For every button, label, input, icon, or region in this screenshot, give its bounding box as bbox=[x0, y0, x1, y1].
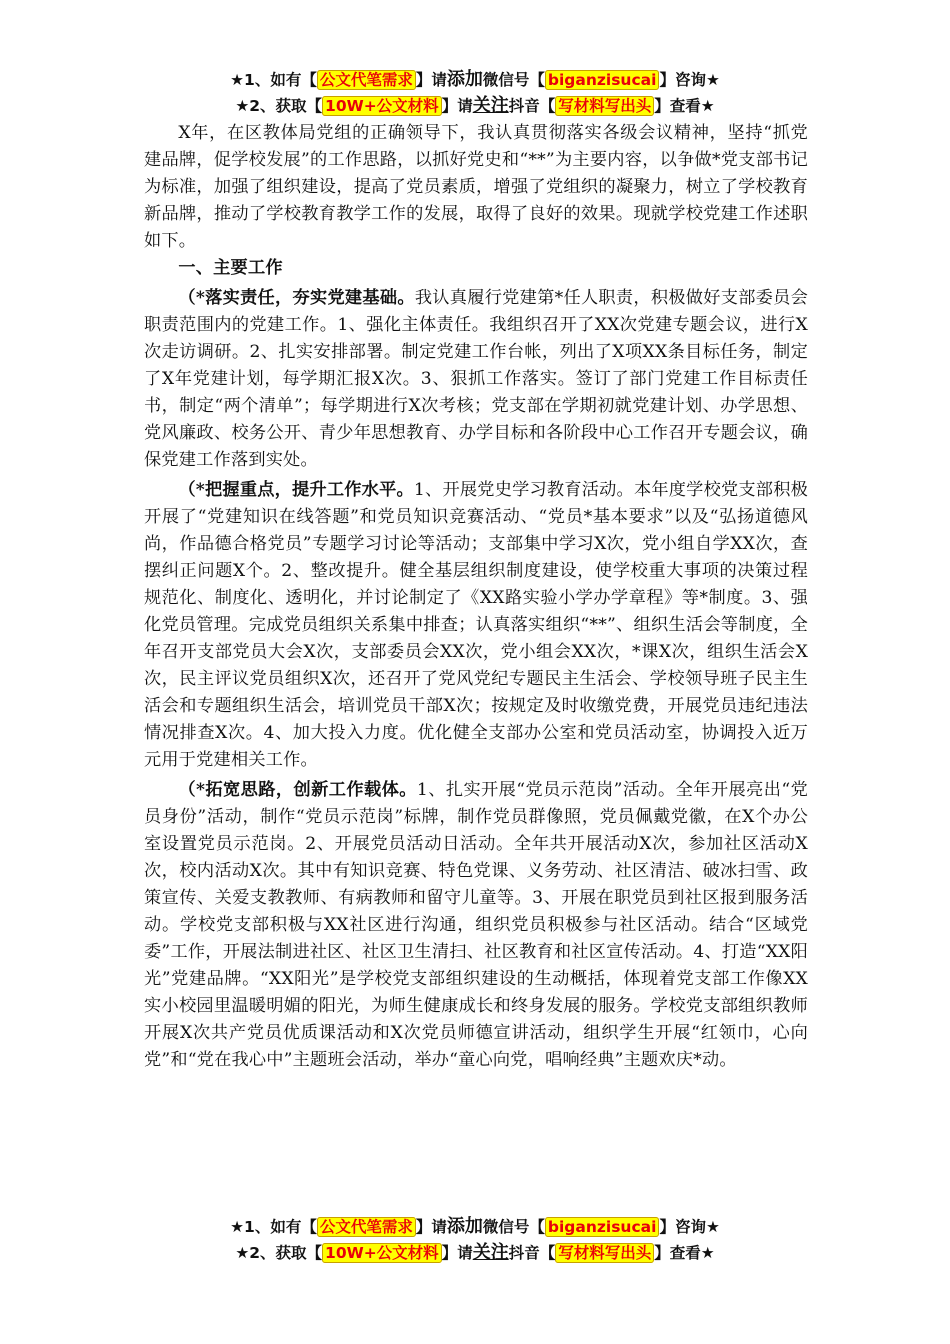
highlight-materials: 10W+公文材料 bbox=[322, 96, 442, 116]
section-2-title: （*把握重点，提升工作水平。 bbox=[178, 480, 414, 500]
section-2-body: 1、开展党史学习教育活动。本年度学校党支部积极开展了“党建知识在线答题”和党员知识竞赛活动、“党员*基本要求”以及“弘扬道德风尚，作品德合格党员”专题学习讨论等活动；支部集中学习X次，党小组自学XX次，查摆纠正问题X个。2、整改提升。健全基层组织制度建设，使学校重大事项的决策过程规范化、制度化、透明化，并讨论制定了《XX路实验小学办学章程》等*制度。3、强化党员管理。完成党员组织关系集中排查；认真落实组织“**”、组织生活会等制度，全年召开支部党员大会X次，支部委员会XX次，党小组会XX次，*课X次，组织生活会X次，民主评议党员组织X次，还召开了党风党纪专题民主生活会、学校领导班子民主生活会和专题组织生活会，培训党员干部X次；按规定及时收缴党费，开展党员违纪违法情况排查X次。4、加大投入力度。优化健全支部办公室和党员活动室，协调投入近万元用于党建相关工作。 bbox=[144, 480, 808, 770]
promo-text: 】查看★ bbox=[654, 97, 715, 115]
promo-text: 】查看★ bbox=[654, 1244, 715, 1262]
intro-paragraph: X年，在区教体局党组的正确领导下，我认真贯彻落实各级会议精神，坚持“抓党建品牌，促学校发展”的工作思路，以抓好党史和“**”为主要内容，以争做*党支部书记为标准，加强了组织建设，提高了党员素质，增强了党组织的凝聚力，树立了学校教育新品牌，推动了学校教育教学工作的发展，取得了良好的效果。现就学校党建工作述职如下。 bbox=[144, 123, 808, 251]
highlight-douyin-account: 写材料写出头 bbox=[555, 1243, 654, 1263]
section-1-body: 我认真履行党建第*任人职责，积极做好支部委员会职责范围内的党建工作。1、强化主体责任。我组织召开了XX次党建专题会议，进行X次走访调研。2、扎实安排部署。制定党建工作台帐，列出了X项XX条目标任务，制定了X年党建计划，每学期汇报X次。3、狠抓工作落实。签订了部门党建工作目标责任书，制定“两个清单”；每学期进行X次考核；党支部在学期初就党建计划、办学思想、党风廉政、校务公开、青少年思想教育、办学目标和各阶段中心工作召开专题会议，确保党建工作落到实处。 bbox=[144, 288, 808, 470]
promo-line-1 bbox=[0, 67, 950, 93]
section-heading: 一、主要工作 bbox=[178, 258, 283, 278]
promo-line-1 bbox=[0, 1214, 950, 1240]
promo-text: 】请 bbox=[415, 1218, 447, 1236]
promo-emphasis: 添加 bbox=[446, 69, 483, 90]
promo-text: 抖音【 bbox=[508, 97, 556, 115]
section-1-paragraph bbox=[144, 285, 808, 474]
promo-text: 微信号【 bbox=[482, 71, 545, 89]
highlight-service: 公文代笔需求 bbox=[317, 1217, 416, 1237]
promo-text: 】咨询★ bbox=[659, 71, 720, 89]
promo-emphasis: 添加 bbox=[446, 1216, 483, 1237]
section-2-paragraph bbox=[144, 477, 808, 774]
promo-emphasis: 关注 bbox=[472, 95, 509, 116]
promo-line-2 bbox=[0, 1240, 950, 1266]
promo-text: 】请 bbox=[415, 71, 447, 89]
highlight-wechat-id: biganzisucai bbox=[545, 1217, 660, 1237]
top-promo-banner bbox=[0, 67, 950, 119]
promo-text: ★2、获取【 bbox=[235, 97, 323, 115]
promo-text: ★2、获取【 bbox=[235, 1244, 323, 1262]
highlight-service: 公文代笔需求 bbox=[317, 70, 416, 90]
promo-line-2 bbox=[0, 93, 950, 119]
report-body bbox=[144, 120, 808, 1074]
highlight-douyin-account: 写材料写出头 bbox=[555, 96, 654, 116]
section-3-body: 1、扎实开展“党员示范岗”活动。全年开展亮出“党员身份”活动，制作“党员示范岗”标牌，制作党员群像照，党员佩戴党徽，在X个办公室设置党员示范岗。2、开展党员活动日活动。全年共开展活动X次，参加社区活动X次，校内活动X次。其中有知识竞赛、特色党课、义务劳动、社区清洁、破冰扫雪、政策宣传、关爱支教教师、有病教师和留守儿童等。3、开展在职党员到社区报到服务活动。学校党支部积极与XX社区进行沟通，组织党员积极参与社区活动。结合“区域党委”工作，开展法制进社区、社区卫生清扫、社区教育和社区宣传活动。4、打造“XX阳光”党建品牌。“XX阳光”是学校党支部组织建设的生动概括，体现着党支部工作像XX实小校园里温暖明媚的阳光，为师生健康成长和终身发展的服务。学校党支部组织教师开展X次共产党员优质课活动和X次党员师德宣讲活动，组织学生开展“红领巾，心向党”和“党在我心中”主题班会活动，举办“童心向党，唱响经典”主题欢庆*动。 bbox=[144, 780, 808, 1070]
section-3-title: （*拓宽思路，创新工作载体。 bbox=[178, 780, 417, 800]
bottom-promo-banner bbox=[0, 1214, 950, 1266]
promo-text: 】咨询★ bbox=[659, 1218, 720, 1236]
promo-text: ★1、如有【 bbox=[230, 71, 317, 89]
promo-emphasis: 关注 bbox=[472, 1242, 509, 1263]
highlight-materials: 10W+公文材料 bbox=[322, 1243, 442, 1263]
section-1-title: （*落实责任，夯实党建基础。 bbox=[178, 288, 415, 308]
promo-text: ★1、如有【 bbox=[230, 1218, 317, 1236]
promo-text: 抖音【 bbox=[508, 1244, 556, 1262]
promo-text: 】请 bbox=[441, 1244, 473, 1262]
highlight-wechat-id: biganzisucai bbox=[545, 70, 660, 90]
promo-text: 微信号【 bbox=[482, 1218, 545, 1236]
promo-text: 】请 bbox=[441, 97, 473, 115]
section-3-paragraph bbox=[144, 777, 808, 1074]
